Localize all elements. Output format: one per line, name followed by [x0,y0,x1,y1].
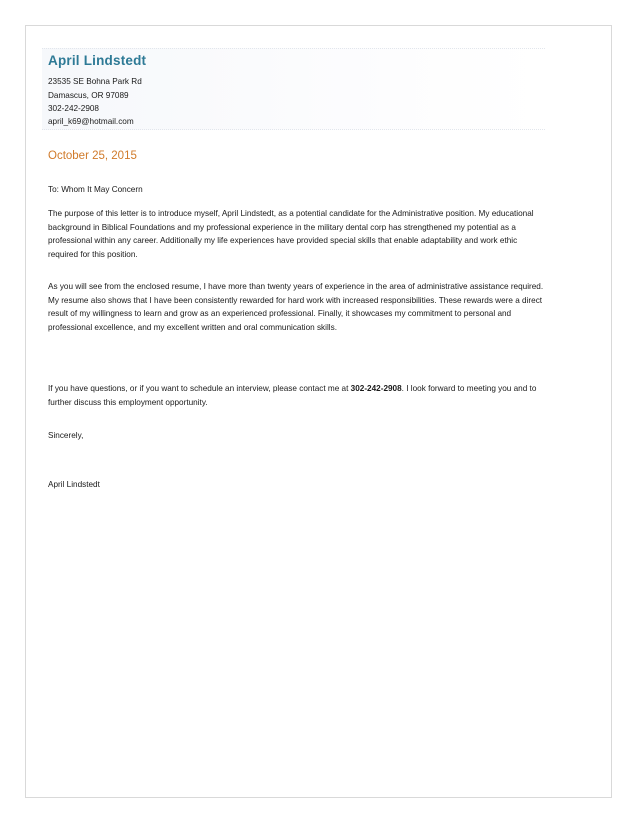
closing: Sincerely, [48,431,84,440]
sender-name: April Lindstedt [48,53,147,68]
letter-page [25,25,612,798]
signature-name: April Lindstedt [48,480,100,489]
body-paragraph-3 [48,382,548,409]
body-paragraph-2: As you will see from the enclosed resume, I have more than twenty years of experience in the area of administrative assistance required. My resume also shows that I have been consistently rewarded for hard work with increased responsibilities. These rewards were a direct result of my willingness to learn and grow as an experienced professional. Finally, it showcases my commitment to personal and professional excellence, and my excellent written and oral communication skills. [48,282,544,332]
sender-email: april_k69@hotmail.com [48,117,134,126]
body-paragraph-1: The purpose of this letter is to introduce myself, April Lindstedt, as a potential candidate for the Administrative position. My educational background in Biblical Foundations and my professional experience in the military dental corp has strengthened my potential as a professional within any career. Additionally my life experiences have provided special skills that enable adaptability and work ethic required for this position. [48,209,534,259]
sender-city: Damascus, OR 97089 [48,91,129,100]
sender-phone: 302-242-2908 [48,104,99,113]
paragraph-3-text-start: If you have questions, or if you want to schedule an interview, please contact me at [48,384,351,393]
contact-phone: 302-242-2908 [350,384,402,393]
paragraph-3-text-end: . I look forward to meeting you and to further discuss this employment opportunity. [48,384,537,407]
letter-date: October 25, 2015 [48,150,137,162]
sender-street: 23535 SE Bohna Park Rd [48,77,142,86]
salutation: To: Whom It May Concern [48,185,143,194]
